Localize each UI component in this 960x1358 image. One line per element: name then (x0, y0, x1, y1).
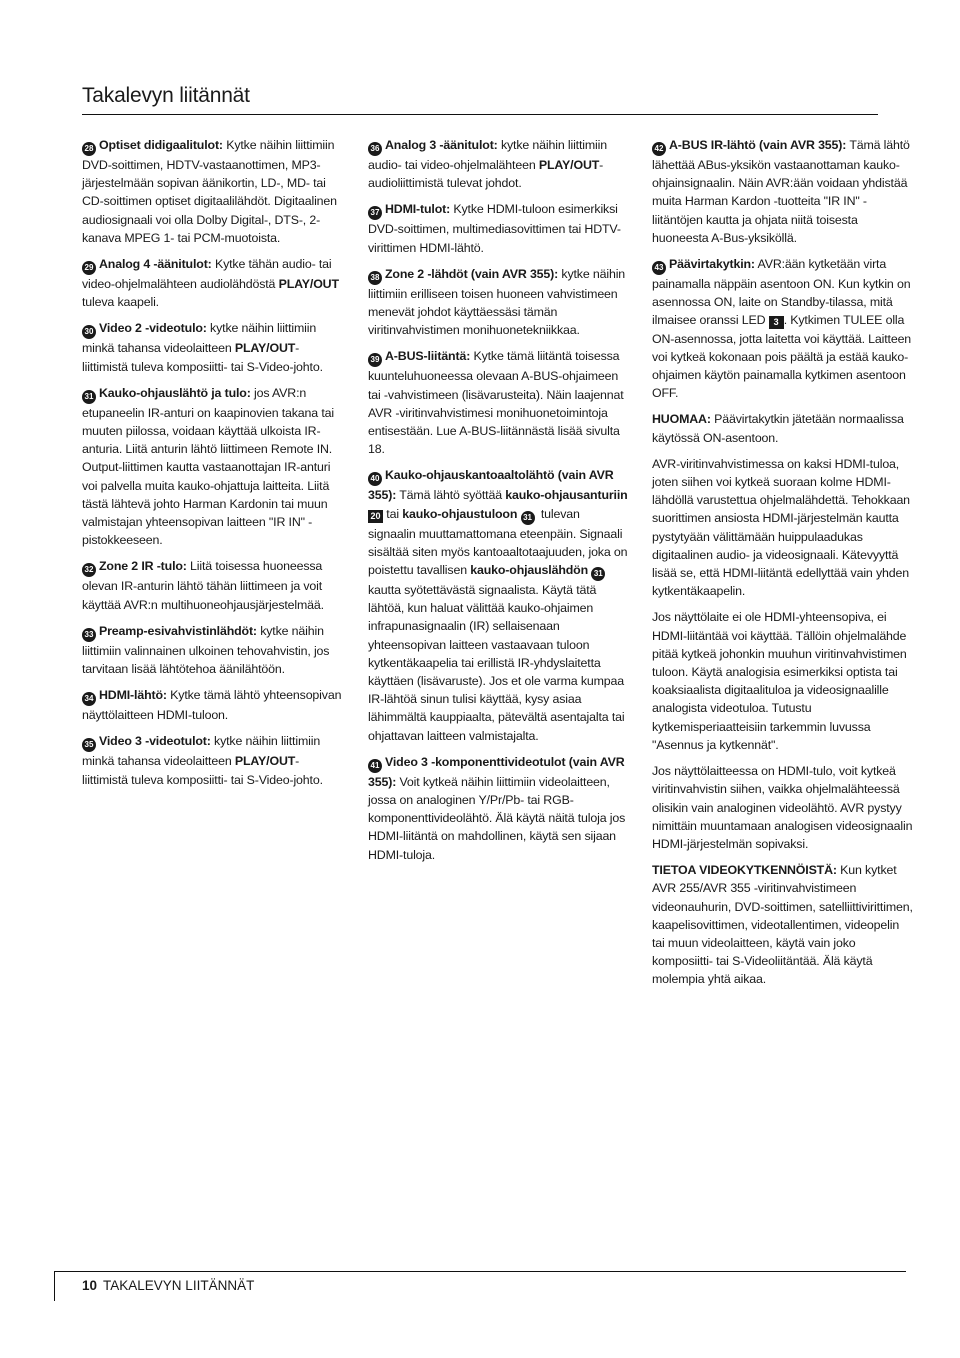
number-badge: 29 (82, 261, 96, 275)
item-term: Zone 2 -lähdöt (vain AVR 355): (385, 266, 559, 281)
title-divider (82, 114, 878, 115)
item-text: jos AVR:n etupaneelin IR-anturi on kaapinovien takana tai muuten piilossa, voidaan käyttää ulkoista IR-anturia. Liitä anturin lähtö liittimeen Remote IN. Output-liittimen kautta vastaanottajan IR-anturi voi palvella muita kauko-ohjattuja laitteita. Liitä tästä lähtevä johto Harman Kardonin tai muun valmistajan yhteensopivan laitteen "IR IN" -pistokkeeseen. (82, 385, 334, 548)
item-term: Preamp-esivahvistinlähdöt: (99, 623, 257, 638)
text-column-2 (368, 136, 630, 872)
item-text: kytke näihin liittimiin valinnainen ulkoinen tehovahvistin, jos tarvitaan lisää lähtötehoa äänilähtöön. (82, 623, 330, 677)
paragraph-text: Jos näyttölaitteessa on HDMI-tulo, voit kytkeä viritinvahvistin siihen, vaikka ohjelmalähteessä olisikin vain analoginen videolähtö. AVR pystyy nimittäin muuntamaan analogisen videosignaalin HDMI-järjestelmän sopivaksi. (652, 764, 913, 851)
item-35 (82, 732, 344, 788)
item-bold-text: PLAY/OUT (278, 277, 339, 292)
item-text: Kytke tämä lähtö yhteensopivan näyttölaitteen HDMI-tuloon. (82, 688, 342, 723)
number-badge: 31 (591, 567, 605, 581)
number-badge: 33 (82, 628, 96, 642)
item-32 (82, 557, 344, 613)
item-term: HDMI-lähtö: (99, 688, 167, 703)
note-text: Päävirtakytkin jätetään normaalissa käytössä ON-asentoon. (652, 412, 904, 445)
number-badge: 41 (368, 759, 382, 773)
item-text: tulevan signaalin muuttamattomana eteenpäin. Signaali sisältää siten myös kantoaaltotaajuuden, joka on poistettu tavallisen (368, 506, 628, 578)
item-term: Kauko-ohjauskantoaaltolähtö (vain AVR 355): (368, 468, 614, 503)
square-number-badge: 20 (368, 510, 383, 523)
item-42 (652, 136, 914, 247)
item-text: AVR:ään kytketään virta painamalla näppäin asentoon ON. Kun kytkin on asennossa ON, laite on Standby-tilassa, mitä ilmaisee oranssi LED (652, 257, 911, 328)
item-41 (368, 753, 630, 864)
item-term: Päävirtakytkin: (669, 257, 755, 272)
item-43 (652, 255, 914, 402)
item-term: A-BUS-liitäntä: (385, 349, 471, 364)
number-badge: 39 (368, 353, 382, 367)
item-40 (368, 466, 630, 744)
number-badge: 32 (82, 563, 96, 577)
item-text: Voit kytkeä näihin liittimiin videolaitteen, jossa on analoginen Y/Pr/Pb- tai RGB-komponenttivideolähtö. Älä käytä näitä tuloja jos HDMI-liitäntä on mahdollinen, käytä sen sijaan HDMI-tuloja. (368, 774, 626, 862)
item-bold-text: PLAY/OUT (234, 754, 296, 769)
item-bold-text: kauko-ohjaustuloon (402, 506, 518, 521)
item-33 (82, 622, 344, 678)
footer-corner-mark (54, 1271, 55, 1301)
info-label: TIETOA VIDEOKYTKENNÖISTÄ: (652, 863, 837, 878)
item-term: Video 2 -videotulo: (99, 321, 207, 336)
number-badge: 35 (82, 738, 96, 752)
note-paragraph (652, 410, 914, 446)
item-text: -liittimistä tuleva komposiitti- tai S-Video-johto. (82, 341, 323, 374)
item-term: Optiset didigaalitulot: (99, 138, 223, 152)
number-badge: 30 (82, 325, 96, 339)
item-text: Tämä lähtö syöttää (396, 488, 506, 503)
item-text: Tämä lähtö lähettää ABus-yksikön vastaanottaman kauko-ohjainsignaalin. Näin AVR:ään voidaan yhdistää muita Harman Kardon -tuotteita "IR IN" -liitäntöjen kautta ja ohjata niitä toisesta huoneesta A-Bus-yksiköllä. (652, 138, 910, 245)
square-number-badge: 3 (769, 316, 784, 329)
item-bold-text: PLAY/OUT (538, 158, 600, 172)
item-text: Kytke tähän audio- tai video-ohjelmalähteen audiolähdöstä (82, 257, 332, 292)
item-text: Kytke näihin liittimiin DVD-soittimen, HDTV-vastaanottimen, MP3-järjestelmään sopivan äänikortin, LD-, MD- tai CD-soittimen optiset digitaalilähdöt. Digitaalinen audiosignaali voi olla Dolby Digital-, DTS-, 2-kanava MPEG 1- tai PCM-muotoista. (82, 138, 337, 245)
paragraph-text: AVR-viritinvahvistimessa on kaksi HDMI-tuloa, joten siihen voi kytkeä suoraan kolme HDMI-lähdöllä varustettua ohjelmalähdettä. Tehokkaan suorittimen ansiosta HDMI-järjestelmän kautta pystytyään välittämään huippulaadukas digitaalinen audio- ja videosignaali. Kätevyyttä lisää se, että HDMI-liitäntä edellyttää vain yhden kytkentäkaapelin. (652, 456, 910, 599)
item-text: -audioliittimistä tulevat johdot. (368, 158, 604, 191)
item-term: Analog 3 -äänitulot: (385, 138, 498, 152)
item-34 (82, 686, 344, 724)
item-36 (368, 136, 630, 192)
item-text: -liittimistä tuleva komposiitti- tai S-Video-johto. (82, 754, 323, 787)
item-text: tuleva kaapeli. (82, 295, 159, 310)
item-31 (82, 384, 344, 550)
page-title: Takalevyn liitännät (82, 84, 250, 107)
item-39 (368, 347, 630, 458)
item-text: Kytke tämä liitäntä toisessa kuunteluhuoneessa olevaan A-BUS-ohjaimeen tai -vahvistimeen (lisävarusteita). Näin laajennat AVR -viritinvahvistimesi monihuonetoimintoja entisestään. Lue A-BUS-liitännästä lisää sivulta 18. (368, 349, 624, 457)
number-badge: 34 (82, 692, 96, 706)
item-30 (82, 319, 344, 375)
page-footer (82, 1278, 254, 1293)
number-badge: 43 (652, 261, 666, 275)
footer-divider (54, 1271, 906, 1272)
text-column-1 (82, 136, 344, 797)
item-text: tai (383, 506, 403, 521)
item-term: Kauko-ohjauslähtö ja tulo: (99, 385, 251, 400)
hdmi-info-paragraph (652, 455, 914, 601)
item-text: Kytke HDMI-tuloon esimerkiksi DVD-soittimen, multimediasovittimen tai HDTV-virittimen HDMI-lähtö. (368, 202, 621, 255)
footer-section-title: TAKALEVYN LIITÄNNÄT (103, 1278, 255, 1293)
item-29 (82, 255, 344, 311)
item-text: . Kytkimen TULEE olla ON-asennossa, jotta laitetta voi käyttää. Laitteen voi kytkeä kokonaan pois päältä ja estää kauko-ohjaimen käytön painamalla kytkimen asentoon OFF. (652, 313, 912, 401)
video-info-paragraph (652, 861, 914, 988)
hdmi-compat-paragraph (652, 608, 914, 754)
item-bold-text: kauko-ohjausanturiin (505, 488, 628, 503)
item-term: Video 3 -videotulot: (99, 734, 211, 749)
item-text: kautta syötettävästä signaalista. Käytä tätä lähtöä, kun haluat välittää kauko-ohjaimen infrapunasignaalin (IR) sellaisenaan yhteensopivan laitteen vastaavaan tuloon kytkentäkaapelia tai erillistä IR-yhdyslaitetta käyttäen (lisävaruste). Jos et ole varma kumpaa IR-lähtöä sinun tulisi käyttää, kysy asiaa lähimmältä kauppiaalta, pätevältä asentajalta tai ohjattavan laitteen valmistajalta. (368, 583, 625, 743)
page-number: 10 (82, 1278, 98, 1293)
item-text: kytke näihin liittimiin minkä tahansa videolaitteen (82, 734, 321, 769)
item-term: HDMI-tulot: (385, 202, 451, 217)
item-term: Zone 2 IR -tulo: (99, 559, 187, 574)
item-term: Analog 4 -äänitulot: (99, 257, 212, 272)
number-badge: 36 (368, 142, 382, 156)
item-term: A-BUS IR-lähtö (vain AVR 355): (669, 138, 847, 152)
hdmi-convert-paragraph (652, 762, 914, 853)
number-badge: 40 (368, 472, 382, 486)
note-label: HUOMAA: (652, 412, 711, 427)
item-term: Video 3 -komponenttivideotulot (vain AVR 355): (368, 754, 625, 789)
number-badge: 38 (368, 271, 382, 285)
number-badge: 31 (521, 511, 535, 525)
item-text: kytke näihin liittimiin erilliseen toisen huoneen vahvistimeen menevät johdot käyttäessäsi tämän viritinvahvistimen monihuonetekniikkaa. (368, 266, 626, 338)
item-text: kytke näihin liittimiin minkä tahansa videolaitteen (82, 321, 317, 356)
item-text: Liitä toisessa huoneessa olevan IR-anturin lähtö tähän liittimeen ja voit käyttää AVR:n multihuoneohjausjärjestelmää. (82, 559, 324, 612)
number-badge: 31 (82, 390, 96, 404)
item-bold-text: kauko-ohjauslähdön (470, 563, 589, 578)
item-28 (82, 136, 344, 247)
number-badge: 28 (82, 142, 96, 156)
item-37 (368, 200, 630, 256)
number-badge: 42 (652, 142, 666, 156)
text-column-3 (652, 136, 914, 997)
paragraph-text: Jos näyttölaite ei ole HDMI-yhteensopiva, ei HDMI-liitäntää voi käyttää. Tällöin ohjelmalähde pitää kytkeä johonkin muuhun viritinvahvistimen tuloon. Käytä analogisia esimerkiksi optista tai koaksiaalista digitaalituloa ja videosignaalille analogista videotuloa. Tutustu kytkemisperiaatteisiin tarkemmin luvussa "Asennus ja kytkennät". (652, 610, 907, 752)
item-text: kytke näihin liittimiin audio- tai video-ohjelmalähteen (368, 138, 607, 172)
number-badge: 37 (368, 206, 382, 220)
item-bold-text: PLAY/OUT (234, 341, 296, 356)
item-38 (368, 265, 630, 340)
paragraph-text: Kun kytket AVR 255/AVR 355 -viritinvahvistimeen videonauhurin, DVD-soittimen, satelliittivirittimen, kaapelisovittimen, videotallentimen, videopelin tai muun videolaitteen, käytä vain joko komposiitti- tai S-Videoliitäntää. Älä käytä molempia yhtä aikaa. (652, 863, 913, 987)
